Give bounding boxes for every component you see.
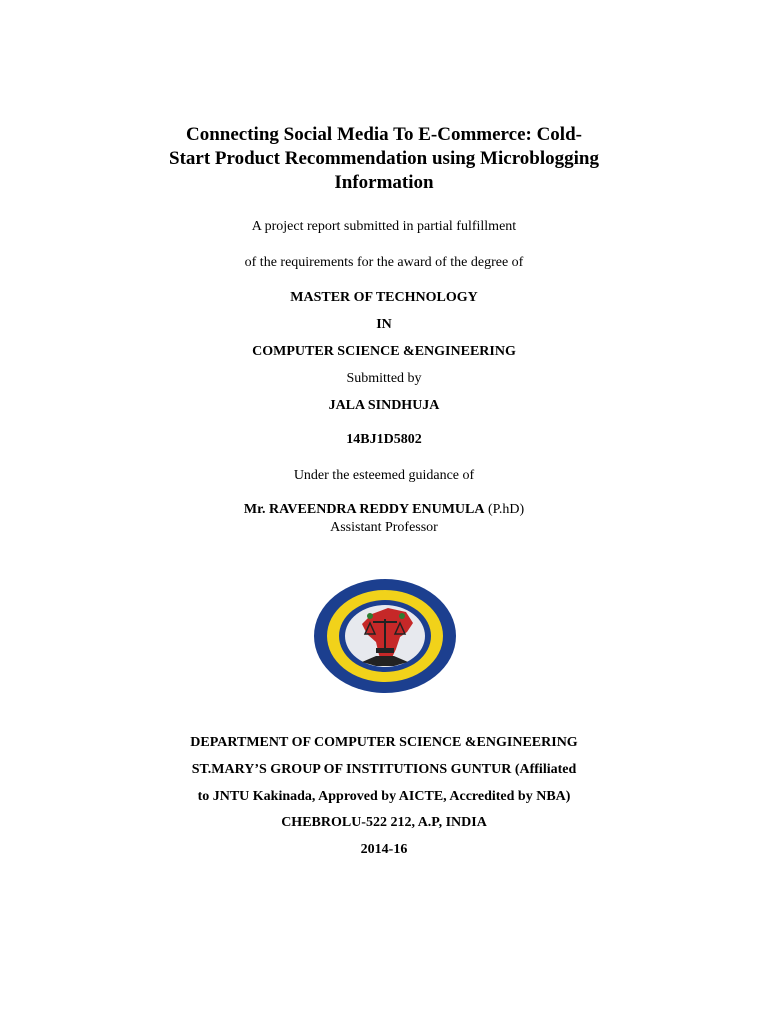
title-line-1: Connecting Social Media To E-Commerce: Cold- (186, 124, 582, 145)
guide-qualification: (P.hD) (487, 502, 525, 517)
guidance-label: Under the esteemed guidance of (293, 468, 475, 483)
department-name: DEPARTMENT OF COMPUTER SCIENCE &ENGINEERING (190, 735, 578, 750)
student-name: JALA SINDHUJA (328, 398, 440, 413)
institution-address: CHEBROLU-522 212, A.P, INDIA (281, 815, 487, 830)
degree-in: IN (376, 317, 392, 332)
guide-designation: Assistant Professor (330, 520, 438, 535)
college-seal-icon (310, 576, 460, 696)
institution-line-1: ST.MARY’S GROUP OF INSTITUTIONS GUNTUR (Affiliated (191, 762, 577, 777)
guide-name: Mr. RAVEENDRA REDDY ENUMULA (243, 502, 485, 517)
title-line-2: Start Product Recommendation using Microblogging (169, 148, 599, 169)
submitted-by-label: Submitted by (346, 371, 422, 386)
guide-line (0, 502, 768, 518)
title-line-3: Information (334, 172, 434, 193)
degree-name: MASTER OF TECHNOLOGY (290, 290, 478, 305)
institution-line-2: to JNTU Kakinada, Approved by AICTE, Accredited by NBA) (197, 789, 571, 804)
submission-line-1: A project report submitted in partial fulfillment (251, 219, 517, 234)
degree-branch: COMPUTER SCIENCE &ENGINEERING (252, 344, 516, 359)
student-roll-number: 14BJ1D5802 (346, 432, 422, 447)
academic-years: 2014-16 (360, 842, 408, 857)
submission-line-2: of the requirements for the award of the degree of (244, 255, 524, 270)
